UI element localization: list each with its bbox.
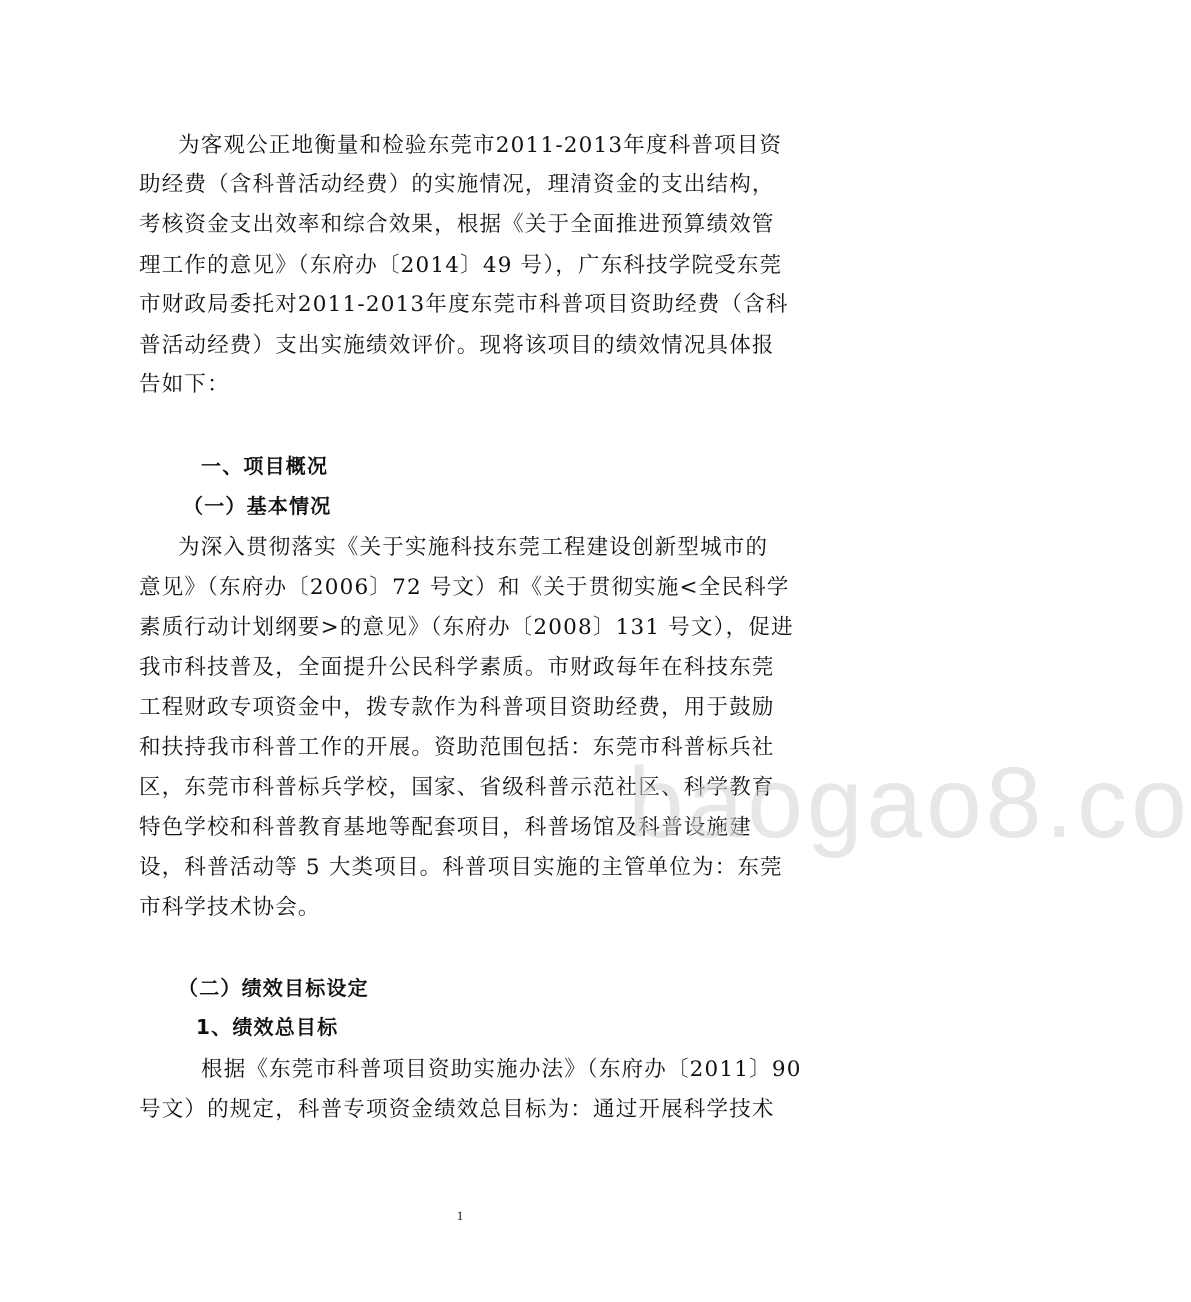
heading-performance-goals: （二）绩效目标设定 — [178, 976, 369, 1000]
section2-line-1: 根据《东莞市科普项目资助实施办法》（东府办〔2011〕90 — [201, 1057, 802, 1082]
intro-line-5: 市财政局委托对2011-2013年度东莞市科普项目资助经费（含科 — [139, 292, 789, 317]
intro-line-1: 为客观公正地衡量和检验东莞市2011-2013年度科普项目资 — [178, 133, 783, 158]
section1-line-9: 设，科普活动等 5 大类项目。科普项目实施的主管单位为：东莞 — [139, 855, 783, 880]
intro-line-4: 理工作的意见》（东府办〔2014〕49 号），广东科技学院受东莞 — [139, 253, 783, 278]
section1-line-1: 为深入贯彻落实《关于实施科技东莞工程建设创新型城市的 — [178, 535, 769, 560]
section1-line-8: 特色学校和科普教育基地等配套项目，科普场馆及科普设施建 — [139, 815, 752, 840]
section1-line-6: 和扶持我市科普工作的开展。资助范围包括：东莞市科普标兵社 — [139, 735, 775, 760]
intro-line-7: 告如下： — [139, 372, 230, 397]
section2-line-2: 号文）的规定，科普专项资金绩效总目标为：通过开展科学技术 — [139, 1097, 775, 1122]
page-number: 1 — [456, 1208, 464, 1223]
heading-basic-situation: （一）基本情况 — [183, 494, 332, 518]
heading-overall-goal: 1、绩效总目标 — [196, 1015, 339, 1039]
watermark: baogao8.co — [628, 747, 1191, 859]
section1-line-3: 素质行动计划纲要>的意见》（东府办〔2008〕131 号文），促进 — [139, 615, 794, 640]
section1-line-7: 区，东莞市科普标兵学校，国家、省级科普示范社区、科学教育 — [139, 775, 775, 800]
intro-line-2: 助经费（含科普活动经费）的实施情况，理清资金的支出结构， — [139, 172, 775, 197]
section1-line-4: 我市科技普及，全面提升公民科学素质。市财政每年在科技东莞 — [139, 655, 775, 680]
section1-line-10: 市科学技术协会。 — [139, 895, 321, 920]
section1-line-2: 意见》（东府办〔2006〕72 号文）和《关于贯彻实施<全民科学 — [139, 575, 790, 600]
heading-project-overview: 一、项目概况 — [201, 454, 329, 478]
section1-line-5: 工程财政专项资金中，拨专款作为科普项目资助经费，用于鼓励 — [139, 695, 775, 720]
intro-line-3: 考核资金支出效率和综合效果，根据《关于全面推进预算绩效管 — [139, 212, 775, 237]
intro-line-6: 普活动经费）支出实施绩效评价。现将该项目的绩效情况具体报 — [139, 333, 775, 358]
